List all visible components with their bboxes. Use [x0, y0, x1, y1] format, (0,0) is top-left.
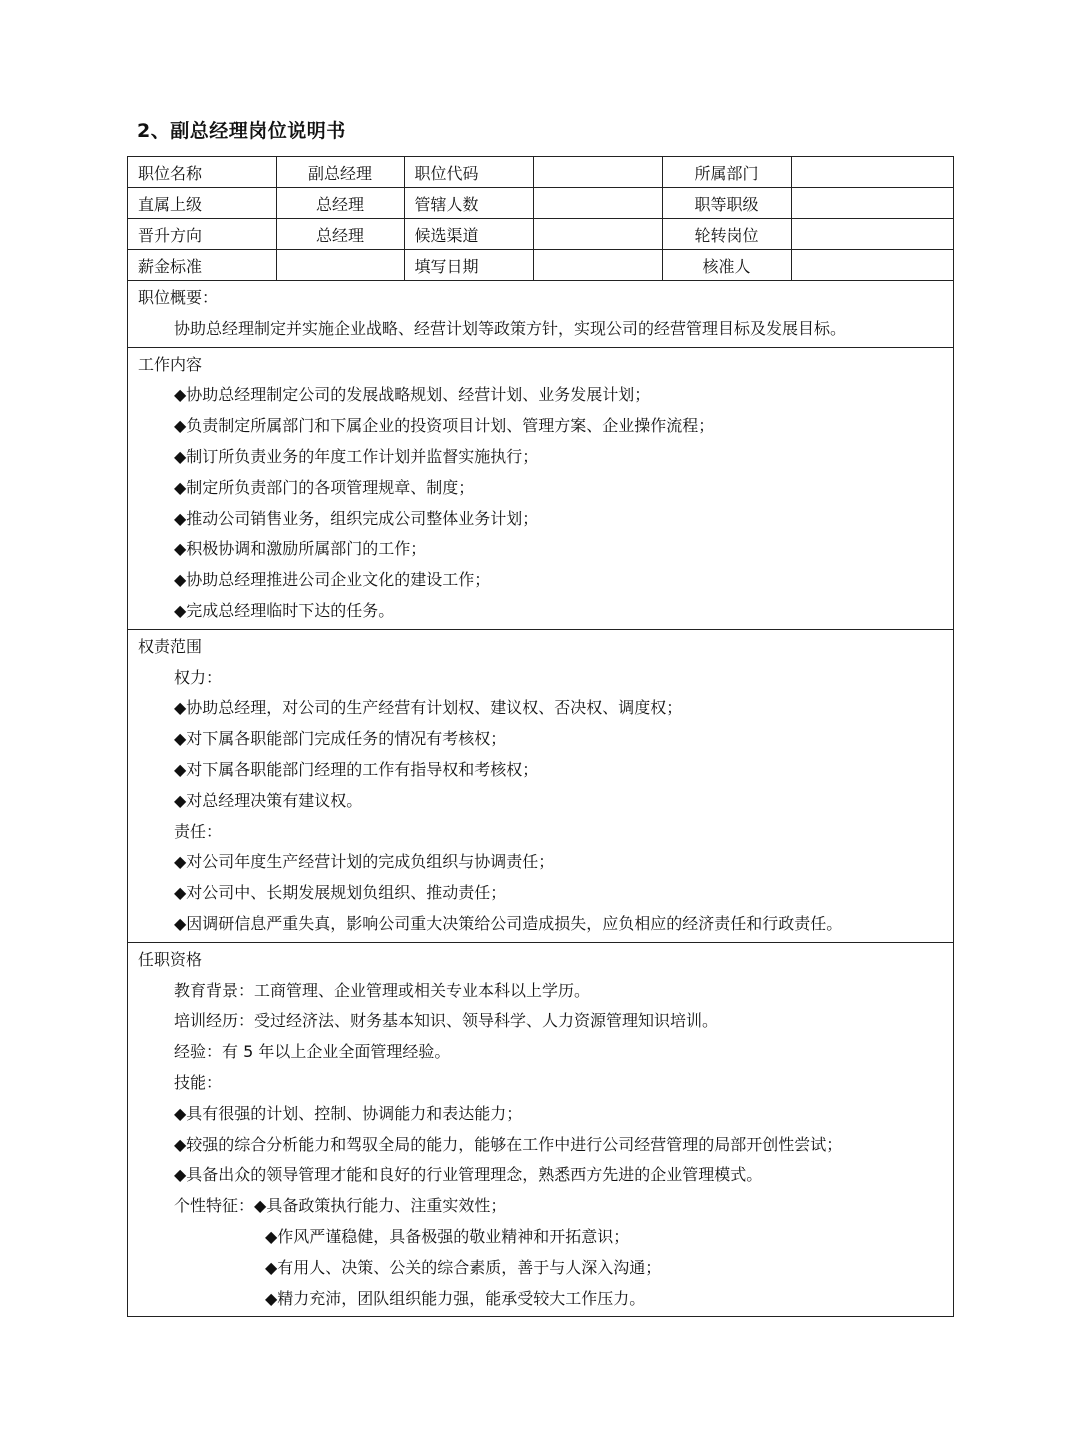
list-item: ◆制订所负责业务的年度工作计划并监督实施执行；	[174, 446, 539, 466]
header-row	[128, 219, 953, 250]
value-cell	[791, 250, 953, 281]
header-grid	[128, 157, 953, 281]
list-item: ◆具备出众的领导管理才能和良好的行业管理理念，熟悉西方先进的企业管理模式。	[174, 1165, 763, 1185]
list-item: ◆对下属各职能部门完成任务的情况有考核权；	[174, 729, 507, 749]
responsibility-label: 责任：	[174, 821, 223, 841]
list-item: ◆协助总经理制定公司的发展战略规划、经营计划、业务发展计划；	[174, 385, 651, 405]
duties-section	[128, 347, 953, 629]
list-item: ◆较强的综合分析能力和驾驭全局的能力，能够在工作中进行公司经营管理的局部开创性尝试；	[174, 1134, 843, 1154]
list-item: ◆作风严谨稳健，具备极强的敬业精神和开拓意识；	[265, 1226, 630, 1246]
skills-label: 技能：	[174, 1072, 223, 1092]
list-item: ◆推动公司销售业务，组织完成公司整体业务计划；	[174, 508, 539, 528]
label-cell: 晋升方向	[128, 219, 276, 250]
label-cell: 直属上级	[128, 188, 276, 219]
summary-section	[128, 281, 953, 347]
duties-label: 工作内容	[138, 354, 203, 374]
list-item: ◆具有很强的计划、控制、协调能力和表达能力；	[174, 1103, 523, 1123]
education-line: 教育背景：工商管理、企业管理或相关专业本科以上学历。	[174, 980, 591, 1000]
list-item: ◆对总经理决策有建议权。	[174, 790, 363, 810]
job-description-table	[127, 156, 954, 1317]
label-cell: 候选渠道	[404, 219, 533, 250]
label-cell: 职位名称	[128, 157, 276, 188]
list-item: ◆具备政策执行能力、注重实效性；	[254, 1196, 507, 1216]
list-item: ◆协助总经理推进公司企业文化的建设工作；	[174, 570, 491, 590]
label-cell: 薪金标准	[128, 250, 276, 281]
qualifications-label: 任职资格	[138, 949, 203, 969]
summary-text: 协助总经理制定并实施企业战略、经营计划等政策方针，实现公司的经营管理目标及发展目标。	[174, 318, 847, 338]
list-item: ◆对公司中、长期发展规划负组织、推动责任；	[174, 883, 507, 903]
list-item: ◆积极协调和激励所属部门的工作；	[174, 539, 427, 559]
authority-label: 权责范围	[138, 636, 203, 656]
value-cell: 总经理	[276, 188, 404, 219]
label-cell: 填写日期	[404, 250, 533, 281]
qualifications-section	[128, 942, 953, 1317]
summary-label: 职位概要：	[138, 288, 219, 307]
power-label: 权力：	[174, 667, 223, 687]
label-cell: 核准人	[662, 250, 791, 281]
header-row	[128, 157, 953, 188]
value-cell: 总经理	[276, 219, 404, 250]
list-item: ◆制定所负责部门的各项管理规章、制度；	[174, 477, 475, 497]
label-cell: 轮转岗位	[662, 219, 791, 250]
header-row	[128, 188, 953, 219]
list-item: ◆有用人、决策、公关的综合素质，善于与人深入沟通；	[265, 1257, 662, 1277]
list-item: ◆协助总经理，对公司的生产经营有计划权、建议权、否决权、调度权；	[174, 698, 683, 718]
label-cell: 所属部门	[662, 157, 791, 188]
list-item: ◆精力充沛，团队组织能力强，能承受较大工作压力。	[265, 1288, 646, 1308]
label-cell: 职位代码	[404, 157, 533, 188]
label-cell: 管辖人数	[404, 188, 533, 219]
value-cell	[791, 188, 953, 219]
list-item: ◆完成总经理临时下达的任务。	[174, 600, 395, 620]
authority-section	[128, 629, 953, 942]
traits-label: 个性特征：	[174, 1196, 255, 1216]
value-cell	[533, 250, 662, 281]
list-item: ◆对公司年度生产经营计划的完成负组织与协调责任；	[174, 852, 555, 872]
value-cell	[533, 157, 662, 188]
value-cell	[533, 219, 662, 250]
value-cell	[533, 188, 662, 219]
training-line: 培训经历：受过经济法、财务基本知识、领导科学、人力资源管理知识培训。	[174, 1011, 719, 1031]
value-cell	[276, 250, 404, 281]
header-row	[128, 250, 953, 281]
list-item: ◆对下属各职能部门经理的工作有指导权和考核权；	[174, 759, 539, 779]
value-cell	[791, 219, 953, 250]
list-item: ◆负责制定所属部门和下属企业的投资项目计划、管理方案、企业操作流程；	[174, 416, 715, 436]
list-item: ◆因调研信息严重失真，影响公司重大决策给公司造成损失，应负相应的经济责任和行政责任。	[174, 913, 843, 933]
label-cell: 职等职级	[662, 188, 791, 219]
traits-first-line	[128, 1191, 953, 1222]
experience-line: 经验：有 5 年以上企业全面管理经验。	[174, 1042, 451, 1062]
value-cell: 副总经理	[276, 157, 404, 188]
page-title: 2、副总经理岗位说明书	[137, 120, 346, 142]
value-cell	[791, 157, 953, 188]
